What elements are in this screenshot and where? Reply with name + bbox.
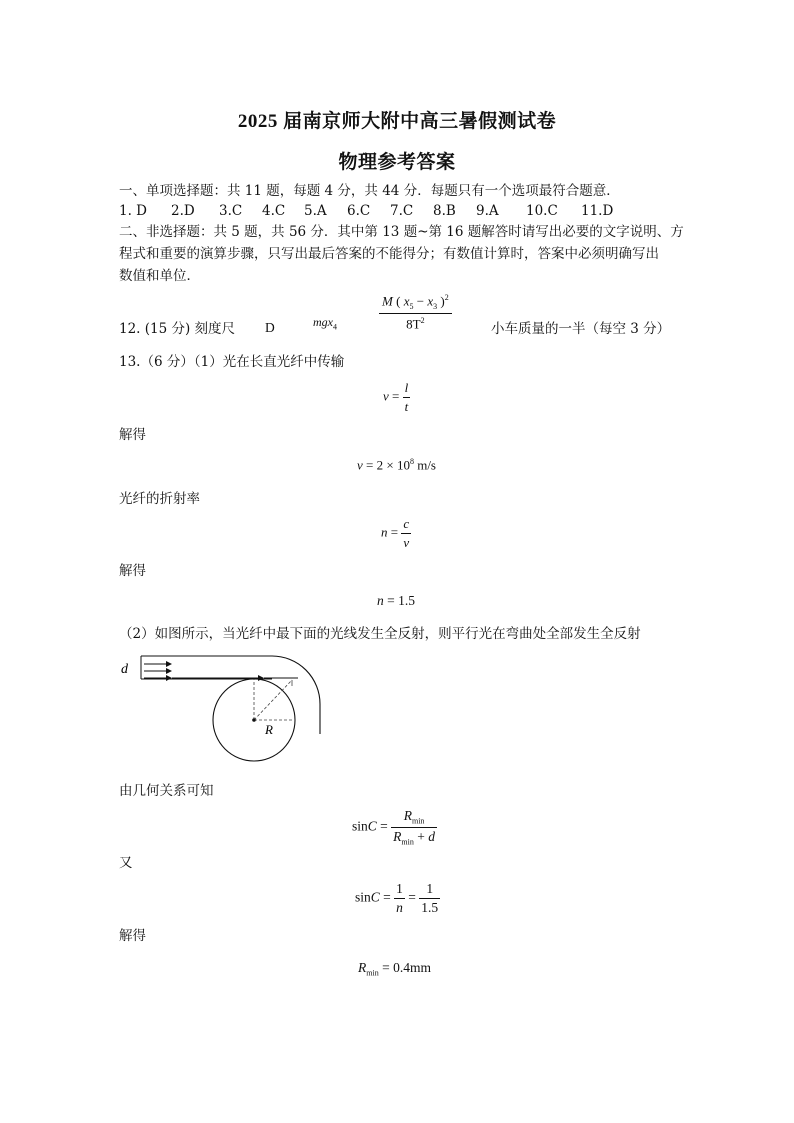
ray-arrowhead xyxy=(166,675,172,681)
mc-answer: 11.D xyxy=(581,203,614,219)
eq7-sub: min xyxy=(366,968,379,978)
ray-arrowhead xyxy=(166,661,172,667)
refraction-label: 光纤的折射率 xyxy=(119,491,200,507)
ray-arrowhead xyxy=(166,668,172,674)
eq5-c: C xyxy=(367,818,377,834)
eq6-f2-den: 1.5 xyxy=(421,900,439,915)
eq5-den-r: R xyxy=(393,828,402,844)
page-title: 2025 届南京师大附中高三暑假测试卷 xyxy=(237,111,557,132)
you-label: 又 xyxy=(119,855,133,871)
eq2-right: = 2 × 10 xyxy=(366,457,410,473)
jiede-label: 解得 xyxy=(119,427,146,443)
eq3-den: v xyxy=(403,535,410,550)
eq1-den: t xyxy=(404,399,409,414)
jiede-label: 解得 xyxy=(119,563,146,579)
eq5-den-sub: min xyxy=(401,837,414,847)
section2-line: 二、非选择题：共 5 题，共 56 分．其中第 13 题~第 16 题解答时请写出必要的文字说明、方 xyxy=(119,224,684,240)
q13-label: 13.（6 分）（1）光在长直光纤中传输 xyxy=(119,354,345,370)
label-r: R xyxy=(265,722,273,737)
frac-x3: x xyxy=(427,293,434,309)
eq6-c: C xyxy=(370,889,380,905)
eq5-num-r: R xyxy=(403,808,412,823)
mc-answer: 9.A xyxy=(476,203,499,219)
mc-answer: 6.C xyxy=(347,203,371,219)
eq6-sin: sin xyxy=(355,889,371,905)
mc-answer: 3.C xyxy=(219,203,243,219)
eq7-r: R xyxy=(358,960,367,975)
section2-line: 数值和单位． xyxy=(119,268,200,284)
q12-answer-mgx xyxy=(313,315,337,331)
eq5-sin: sin xyxy=(352,818,368,834)
section2-line: 程式和重要的演算步骤，只写出最后答案的不能得分；有数值计算时，答案中必须明确写出 xyxy=(119,246,659,262)
eq5-den-plus: + xyxy=(413,828,429,844)
frac-m: M xyxy=(382,293,393,309)
part2-text: （2）如图所示，当光纤中最下面的光线发生全反射，则平行光在弯曲处全部发生全反射 xyxy=(119,626,641,642)
page-subtitle: 物理参考答案 xyxy=(338,152,456,173)
equation-n: n = $\frac{c}{v}$ xyxy=(381,516,410,550)
eq5-den-d: d xyxy=(428,828,435,844)
q12-mgx-sub: 4 xyxy=(333,322,337,332)
frac-x5: x xyxy=(403,293,410,309)
equation-v-value xyxy=(357,457,436,473)
q12-mgx-text: mgx xyxy=(313,315,333,329)
radius-diagonal xyxy=(254,680,292,720)
q12-answer-fraction: $\frac{M ( x_5 - x_3 )^2}{8T^2}$ xyxy=(379,293,452,332)
eq2-unit: m/s xyxy=(413,457,436,473)
mc-answer: 10.C xyxy=(526,203,558,219)
eq5-num-sub: min xyxy=(411,816,425,826)
equation-rmin-value xyxy=(358,960,431,978)
frac-den: 8T xyxy=(406,316,421,332)
label-d: d xyxy=(121,662,128,677)
fiber-outer-bend xyxy=(272,656,320,734)
circle-center xyxy=(252,718,256,722)
section1-heading: 一、单项选择题：共 11 题，每题 4 分，共 44 分．每题只有一个选项最符合题意． xyxy=(119,183,620,199)
frac-den-pow: 2 xyxy=(420,315,425,325)
mc-answer: 1. D xyxy=(119,203,147,219)
frac-x3-sub: 3 xyxy=(433,301,438,311)
frac-pow: 2 xyxy=(444,293,449,302)
equation-sinc-n: sinC = $\frac{1}{n}$ = $\frac{1}{1.5}$ xyxy=(355,881,439,915)
eq1-v: v xyxy=(383,388,389,404)
eq3-num: c xyxy=(403,516,410,531)
mc-answers xyxy=(119,201,613,221)
eq2-pow: 8 xyxy=(409,457,414,466)
optical-fiber-figure xyxy=(118,652,328,772)
equation-v: v = $\frac{l}{t}$ xyxy=(383,380,409,414)
frac-minus: − xyxy=(413,293,428,309)
equation-n-value xyxy=(377,593,415,609)
eq7-val: = 0.4mm xyxy=(378,960,431,975)
eq4-n: n xyxy=(377,593,384,608)
q12-tail: 小车质量的一半（每空 3 分） xyxy=(491,321,671,337)
eq6-f1-den: n xyxy=(396,900,403,915)
mc-answer: 4.C xyxy=(262,203,286,219)
q12-answer-d: D xyxy=(265,320,275,335)
eq6-f2-num: 1 xyxy=(426,881,434,896)
eq1-num: l xyxy=(404,380,409,395)
equation-sinc-r: sinC = $\frac{R_{min}}{R_{min} + d}$ xyxy=(352,808,435,847)
eq6-f1-num: 1 xyxy=(396,881,403,896)
mc-answer: 8.B xyxy=(433,203,456,219)
eq3-n: n xyxy=(381,524,388,540)
jiede-label: 解得 xyxy=(119,928,146,944)
frac-x5-sub: 5 xyxy=(409,301,414,311)
q12-label: 12. (15 分) 刻度尺 xyxy=(119,321,236,337)
eq4-val: = 1.5 xyxy=(383,593,415,608)
geometry-label: 由几何关系可知 xyxy=(119,783,214,799)
eq2-v: v xyxy=(357,457,363,473)
mc-answer: 7.C xyxy=(390,203,414,219)
mc-answer: 5.A xyxy=(304,203,327,219)
mc-answer: 2.D xyxy=(171,203,195,219)
